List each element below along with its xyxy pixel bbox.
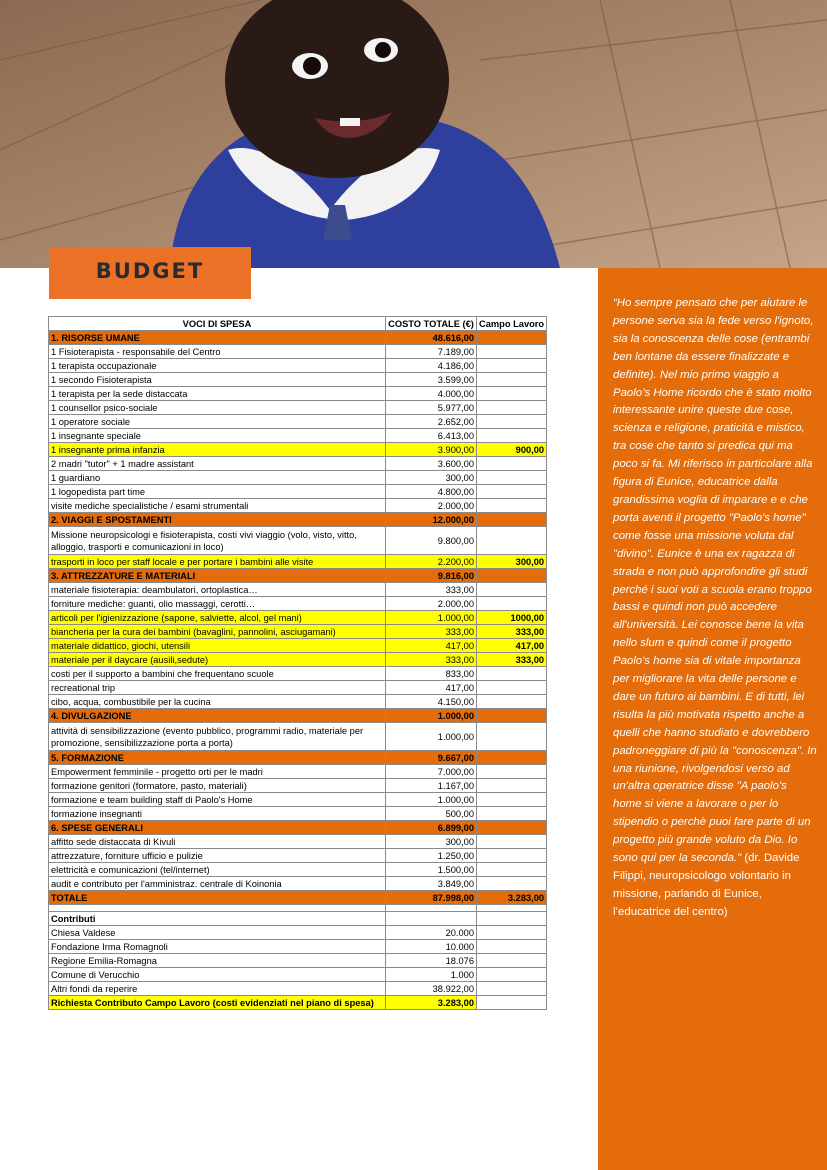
- table-row: [49, 625, 547, 639]
- contribution-label: Chiesa Valdese: [49, 926, 386, 940]
- row-campo: [477, 471, 547, 485]
- table-row: [49, 485, 547, 499]
- quote-sidebar: [598, 268, 827, 1170]
- request-value: 3.283,00: [386, 996, 477, 1010]
- row-campo: [477, 667, 547, 681]
- table-row: [49, 471, 547, 485]
- table-row: [49, 723, 547, 751]
- row-label: Empowerment femminile - progetto orti per le madri: [49, 765, 386, 779]
- row-label: 1 logopedista part time: [49, 485, 386, 499]
- row-label: articoli per l'igienizzazione (sapone, salviette, alcol, gel mani): [49, 611, 386, 625]
- row-label: formazione insegnanti: [49, 807, 386, 821]
- row-cost: 833,00: [386, 667, 477, 681]
- row-label: 1. RISORSE UMANE: [49, 331, 386, 345]
- row-campo: [477, 583, 547, 597]
- table-row: [49, 457, 547, 471]
- section-row: [49, 513, 547, 527]
- row-campo: 333,00: [477, 625, 547, 639]
- spacer-cell: [386, 905, 477, 912]
- row-cost: 2.652,00: [386, 415, 477, 429]
- table-row: [49, 401, 547, 415]
- row-campo: [477, 457, 547, 471]
- row-label: materiale fisioterapia: deambulatori, ortoplastica…: [49, 583, 386, 597]
- row-cost: 12.000,00: [386, 513, 477, 527]
- row-label: 1 secondo Fisioterapista: [49, 373, 386, 387]
- row-campo: [477, 709, 547, 723]
- section-row: [49, 331, 547, 345]
- row-cost: 333,00: [386, 625, 477, 639]
- row-label: 1 terapista occupazionale: [49, 359, 386, 373]
- budget-table: [48, 316, 547, 1010]
- row-campo: [477, 751, 547, 765]
- row-campo: [477, 499, 547, 513]
- row-campo: [477, 513, 547, 527]
- table-row: [49, 695, 547, 709]
- contribution-label: Regione Emilia-Romagna: [49, 954, 386, 968]
- section-row: [49, 751, 547, 765]
- row-label: attrezzature, forniture ufficio e pulizie: [49, 849, 386, 863]
- row-cost: 333,00: [386, 653, 477, 667]
- contributions-title: Contributi: [49, 912, 386, 926]
- row-cost: 3.599,00: [386, 373, 477, 387]
- row-cost: 4.186,00: [386, 359, 477, 373]
- row-campo: [477, 569, 547, 583]
- contribution-value: 10.000: [386, 940, 477, 954]
- spacer-cell: [49, 905, 386, 912]
- table-row: [49, 611, 547, 625]
- contribution-row: [49, 982, 547, 996]
- table-row: [49, 429, 547, 443]
- row-campo: [477, 835, 547, 849]
- row-label: elettricità e comunicazioni (tel/internet): [49, 863, 386, 877]
- table-row: [49, 555, 547, 569]
- contribution-value: 1.000: [386, 968, 477, 982]
- row-label: 5. FORMAZIONE: [49, 751, 386, 765]
- row-label: 1 insegnante speciale: [49, 429, 386, 443]
- row-campo: [477, 485, 547, 499]
- row-cost: 500,00: [386, 807, 477, 821]
- row-cost: 7.000,00: [386, 765, 477, 779]
- row-cost: 1.000,00: [386, 709, 477, 723]
- row-cost: 5.977,00: [386, 401, 477, 415]
- row-cost: 417,00: [386, 639, 477, 653]
- row-label: 6. SPESE GENERALI: [49, 821, 386, 835]
- row-label: attività di sensibilizzazione (evento pubblico, programmi radio, materiale per promozione, sensibilizzazione porta a porta): [49, 723, 386, 751]
- row-label: 1 operatore sociale: [49, 415, 386, 429]
- row-campo: [477, 359, 547, 373]
- table-row: [49, 443, 547, 457]
- row-campo: [477, 807, 547, 821]
- row-cost: 1.500,00: [386, 863, 477, 877]
- table-row: [49, 835, 547, 849]
- row-label: 1 guardiano: [49, 471, 386, 485]
- row-cost: 3.900,00: [386, 443, 477, 457]
- column-header-costo: COSTO TOTALE (€): [386, 317, 477, 331]
- row-label: 1 Fisioterapista - responsabile del Centro: [49, 345, 386, 359]
- row-label: formazione e team building staff di Paolo's Home: [49, 793, 386, 807]
- contribution-row: [49, 968, 547, 982]
- row-label: recreational trip: [49, 681, 386, 695]
- column-header-campo: Campo Lavoro: [477, 317, 547, 331]
- budget-heading: [49, 247, 251, 299]
- column-header-voci: VOCI DI SPESA: [49, 317, 386, 331]
- row-label: visite mediche specialistiche / esami strumentali: [49, 499, 386, 513]
- row-cost: 4.000,00: [386, 387, 477, 401]
- row-campo: [477, 429, 547, 443]
- row-cost: 1.250,00: [386, 849, 477, 863]
- row-label: TOTALE: [49, 891, 386, 905]
- testimonial-quote: [613, 295, 818, 922]
- row-label: 1 insegnante prima infanzia: [49, 443, 386, 457]
- empty-cell: [477, 940, 547, 954]
- row-cost: 300,00: [386, 471, 477, 485]
- table-row: [49, 807, 547, 821]
- row-campo: 333,00: [477, 653, 547, 667]
- row-label: biancheria per la cura dei bambini (bavaglini, pannolini, asciugamani): [49, 625, 386, 639]
- header-photo: [0, 0, 827, 268]
- row-label: affitto sede distaccata di Kivuli: [49, 835, 386, 849]
- row-campo: [477, 877, 547, 891]
- empty-cell: [477, 912, 547, 926]
- row-campo: [477, 373, 547, 387]
- spacer-cell: [477, 905, 547, 912]
- table-row: [49, 765, 547, 779]
- row-campo: [477, 863, 547, 877]
- row-cost: 9.800,00: [386, 527, 477, 555]
- row-campo: [477, 765, 547, 779]
- row-campo: [477, 723, 547, 751]
- row-label: audit e contributo per l'amministraz. centrale di Koinonia: [49, 877, 386, 891]
- quote-attribution: (dr. Davide Filippi, neuropsicologo volontario in missione, parlando di Eunice, l’educatrice del centro): [613, 852, 800, 918]
- row-label: cibo, acqua, combustibile per la cucina: [49, 695, 386, 709]
- row-cost: 333,00: [386, 583, 477, 597]
- row-label: 1 counsellor psico-sociale: [49, 401, 386, 415]
- empty-cell: [477, 926, 547, 940]
- row-cost: 2.200,00: [386, 555, 477, 569]
- table-row: [49, 849, 547, 863]
- row-cost: 87.998,00: [386, 891, 477, 905]
- row-campo: [477, 387, 547, 401]
- row-label: 2. VIAGGI E SPOSTAMENTI: [49, 513, 386, 527]
- row-label: 3. ATTREZZATURE E MATERIALI: [49, 569, 386, 583]
- section-row: [49, 821, 547, 835]
- contribution-value: 38.922,00: [386, 982, 477, 996]
- spacer-row: [49, 905, 547, 912]
- row-label: 4. DIVULGAZIONE: [49, 709, 386, 723]
- table-row: [49, 387, 547, 401]
- table-row: [49, 499, 547, 513]
- row-campo: [477, 415, 547, 429]
- quote-text: “Ho sempre pensato che per aiutare le persone serva sia la fede verso l'ignoto, sia la conoscenza delle cose (entrambi ben lontane da essere finalizzate e definite). Nel mio primo viaggio a Paolo’s Home ricordo che è stato molto interessante unire queste due cose, scienza e religione, praticità e mistico, tra cose che tanto si predica qui ma poco si fa. Mi riferisco in particolare alla figura di Eunice, educatrice dalla grandissima voglia di imparare e e che porta aventi il progetto "Paolo's home" come fosse una missione voluta dal "divino". Eunice è una ex ragazza di strada e non può approfondire gli studi perché i suoi voti a scuola erano troppo bassi e quindi non può accedere all'università. Lei conosce bene la vita nello slum e quindi come il progetto Paolo's home sia di vitale importanza per migliorare la vita delle persone e dare un futuro ai bambini. E di tutti, lei risulta la più motivata rispetto anche a quelli che hanno studiato e dovrebbero padroneggiare di più la "conoscenza". In una riunione, rivolgendosi verso ad un'altra operatrice disse "A paolo's home si viene a lavorare o per lo stipendio o perchè puoi fare parte di un progetto più grande voluto da Dio. Io sono qui per la seconda.": [613, 297, 817, 865]
- table-header-row: [49, 317, 547, 331]
- empty-cell: [477, 982, 547, 996]
- row-cost: 9.816,00: [386, 569, 477, 583]
- section-row: [49, 891, 547, 905]
- table-row: [49, 415, 547, 429]
- row-campo: [477, 779, 547, 793]
- table-row: [49, 527, 547, 555]
- row-campo: [477, 331, 547, 345]
- row-cost: 1.167,00: [386, 779, 477, 793]
- row-cost: 2.000,00: [386, 499, 477, 513]
- row-campo: [477, 527, 547, 555]
- empty-cell: [477, 954, 547, 968]
- table-row: [49, 793, 547, 807]
- row-label: forniture mediche: guanti, olio massaggi, cerotti…: [49, 597, 386, 611]
- child-photo-illustration: [0, 0, 827, 268]
- section-row: [49, 569, 547, 583]
- row-campo: 900,00: [477, 443, 547, 457]
- row-label: 2 madri "tutor" + 1 madre assistant: [49, 457, 386, 471]
- row-campo: [477, 681, 547, 695]
- table-row: [49, 653, 547, 667]
- row-campo: 300,00: [477, 555, 547, 569]
- row-campo: 3.283,00: [477, 891, 547, 905]
- row-campo: 1000,00: [477, 611, 547, 625]
- row-label: Missione neuropsicologi e fisioterapista, costi vivi viaggio (volo, visto, vitto, alloggio, trasporti e comunicazioni in loco): [49, 527, 386, 555]
- row-cost: 1.000,00: [386, 723, 477, 751]
- row-campo: [477, 695, 547, 709]
- contribution-label: Comune di Verucchio: [49, 968, 386, 982]
- table-row: [49, 639, 547, 653]
- request-label: Richiesta Contributo Campo Lavoro (costi evidenziati nel piano di spesa): [49, 996, 386, 1010]
- row-campo: [477, 849, 547, 863]
- row-cost: 1.000,00: [386, 611, 477, 625]
- row-label: formazione genitori (formatore, pasto, materiali): [49, 779, 386, 793]
- row-cost: 48.616,00: [386, 331, 477, 345]
- contribution-row: [49, 954, 547, 968]
- row-label: trasporti in loco per staff locale e per portare i bambini alle visite: [49, 555, 386, 569]
- table-row: [49, 583, 547, 597]
- table-row: [49, 345, 547, 359]
- row-cost: 1.000,00: [386, 793, 477, 807]
- table-row: [49, 667, 547, 681]
- budget-title: BUDGET: [95, 259, 205, 283]
- empty-cell: [477, 996, 547, 1010]
- row-cost: 300,00: [386, 835, 477, 849]
- row-label: costi per il supporto a bambini che frequentano scuole: [49, 667, 386, 681]
- row-cost: 3.849,00: [386, 877, 477, 891]
- row-campo: [477, 401, 547, 415]
- table-row: [49, 877, 547, 891]
- table-row: [49, 779, 547, 793]
- empty-cell: [477, 968, 547, 982]
- table-row: [49, 373, 547, 387]
- row-cost: 4.800,00: [386, 485, 477, 499]
- table-row: [49, 597, 547, 611]
- table-row: [49, 359, 547, 373]
- contributions-title-row: [49, 912, 547, 926]
- contribution-label: Fondazione Irma Romagnoli: [49, 940, 386, 954]
- contribution-label: Altri fondi da reperire: [49, 982, 386, 996]
- row-campo: [477, 793, 547, 807]
- row-label: 1 terapista per la sede distaccata: [49, 387, 386, 401]
- row-campo: [477, 345, 547, 359]
- row-cost: 6.899,00: [386, 821, 477, 835]
- row-cost: 6.413,00: [386, 429, 477, 443]
- row-cost: 2.000,00: [386, 597, 477, 611]
- row-campo: [477, 597, 547, 611]
- contribution-value: 18.076: [386, 954, 477, 968]
- contribution-value: 20.000: [386, 926, 477, 940]
- contribution-row: [49, 926, 547, 940]
- request-row: [49, 996, 547, 1010]
- row-cost: 417,00: [386, 681, 477, 695]
- table-row: [49, 681, 547, 695]
- row-label: materiale per il daycare (ausili,sedute): [49, 653, 386, 667]
- row-cost: 4.150,00: [386, 695, 477, 709]
- row-label: materiale didattico, giochi, utensili: [49, 639, 386, 653]
- row-cost: 9.667,00: [386, 751, 477, 765]
- row-cost: 3.600,00: [386, 457, 477, 471]
- row-cost: 7.189,00: [386, 345, 477, 359]
- row-campo: 417,00: [477, 639, 547, 653]
- empty-cell: [386, 912, 477, 926]
- contribution-row: [49, 940, 547, 954]
- section-row: [49, 709, 547, 723]
- table-row: [49, 863, 547, 877]
- row-campo: [477, 821, 547, 835]
